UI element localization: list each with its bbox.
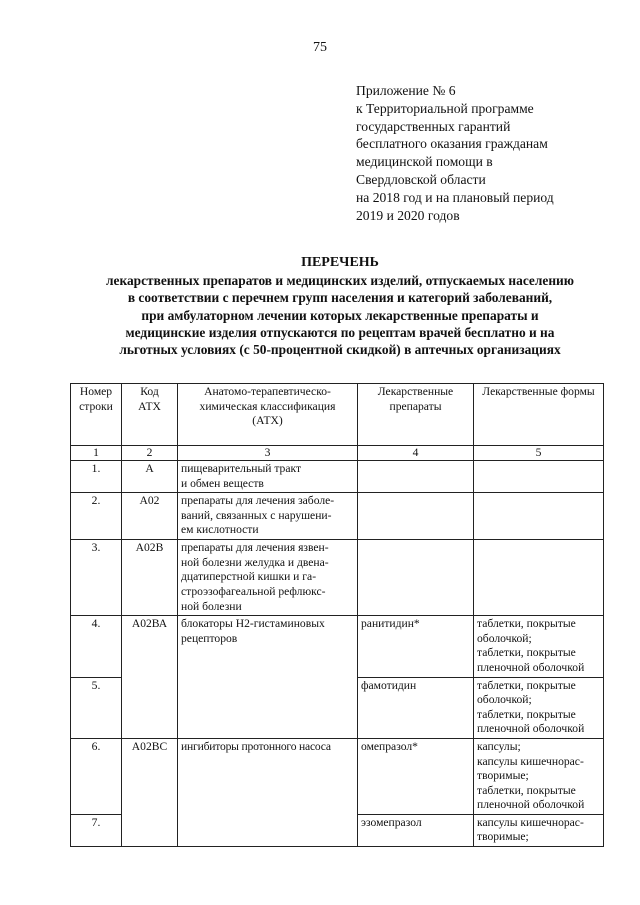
atc-classification: ингибиторы протонного насоса: [178, 738, 358, 846]
dosage-forms: [474, 461, 604, 493]
row-number: 2.: [71, 493, 122, 540]
subtitle-line: медицинские изделия отпускаются по рецептам врачей бесплатно и на: [125, 324, 555, 340]
page-number: 75: [313, 40, 327, 55]
dosage-forms: капсулы; капсулы кишечнорас- творимые; таблетки, покрытые пленочной оболочкой: [474, 738, 604, 814]
column-number: 2: [122, 446, 178, 461]
document-title: ПЕРЕЧЕНЬ: [301, 255, 379, 270]
document-subtitle: [60, 272, 620, 358]
dosage-forms: [474, 493, 604, 540]
appendix-line: государственных гарантий: [356, 118, 511, 134]
table-row: [71, 493, 604, 540]
table-row: [71, 616, 604, 677]
header-atc-code: Код АТХ: [122, 384, 178, 446]
atc-classification: пищеварительный тракт и обмен веществ: [178, 461, 358, 493]
column-number: 1: [71, 446, 122, 461]
row-number: 7.: [71, 814, 122, 846]
row-number: 1.: [71, 461, 122, 493]
table-row: [71, 738, 604, 814]
drug-name: омепразол*: [358, 738, 474, 814]
appendix-line: к Территориальной программе: [356, 100, 534, 116]
column-number-row: [71, 446, 604, 461]
drug-list-table: [70, 383, 604, 847]
column-number: 4: [358, 446, 474, 461]
header-drugs: Лекарственные препараты: [358, 384, 474, 446]
atc-code: А02: [122, 493, 178, 540]
drug-name: фамотидин: [358, 677, 474, 738]
atc-classification: препараты для лечения язвен- ной болезни желудка и двена- дцатиперстной кишки и га- строэзофагеальной рефлюкс- ной болезни: [178, 540, 358, 616]
subtitle-line: при амбулаторном лечении которых лекарственные препараты и: [141, 307, 539, 323]
dosage-forms: таблетки, покрытые оболочкой; таблетки, покрытые пленочной оболочкой: [474, 677, 604, 738]
appendix-line: медицинской помощи в: [356, 154, 493, 170]
dosage-forms: таблетки, покрытые оболочкой; таблетки, покрытые пленочной оболочкой: [474, 616, 604, 677]
atc-classification: препараты для лечения заболе- ваний, связанных с нарушени- ем кислотности: [178, 493, 358, 540]
drug-name: [358, 493, 474, 540]
drug-name: [358, 461, 474, 493]
column-number: 3: [178, 446, 358, 461]
drug-name: [358, 540, 474, 616]
dosage-forms: капсулы кишечнорас- творимые;: [474, 814, 604, 846]
appendix-line: на 2018 год и на плановый период: [356, 189, 554, 205]
appendix-line: бесплатного оказания гражданам: [356, 136, 548, 152]
column-number: 5: [474, 446, 604, 461]
drug-name: ранитидин*: [358, 616, 474, 677]
row-number: 5.: [71, 677, 122, 738]
header-row-number: Номер строки: [71, 384, 122, 446]
drug-name: эзомепразол: [358, 814, 474, 846]
row-number: 3.: [71, 540, 122, 616]
subtitle-line: лекарственных препаратов и медицинских изделий, отпускаемых населению: [106, 273, 574, 288]
atc-code: А02В: [122, 540, 178, 616]
atc-code: А02ВА: [122, 616, 178, 739]
subtitle-line: льготных условиях (с 50-процентной скидкой) в аптечных организациях: [119, 342, 561, 358]
appendix-line: Приложение № 6: [356, 83, 456, 98]
header-atc-classification: Анатомо-терапевтическо- химическая классификация (АТХ): [178, 384, 358, 446]
row-number: 4.: [71, 616, 122, 677]
table-header-row: [71, 384, 604, 446]
subtitle-line: в соответствии с перечнем групп населения и категорий заболеваний,: [127, 290, 553, 306]
appendix-line: 2019 и 2020 годов: [356, 207, 460, 223]
table-row: [71, 540, 604, 616]
header-dosage-forms: Лекарственные формы: [474, 384, 604, 446]
atc-code: А02ВС: [122, 738, 178, 846]
dosage-forms: [474, 540, 604, 616]
atc-classification: блокаторы Н2-гистаминовых рецепторов: [178, 616, 358, 739]
atc-code: А: [122, 461, 178, 493]
row-number: 6.: [71, 738, 122, 814]
appendix-note: [356, 82, 626, 224]
appendix-line: Свердловской области: [356, 171, 486, 187]
table-row: [71, 461, 604, 493]
